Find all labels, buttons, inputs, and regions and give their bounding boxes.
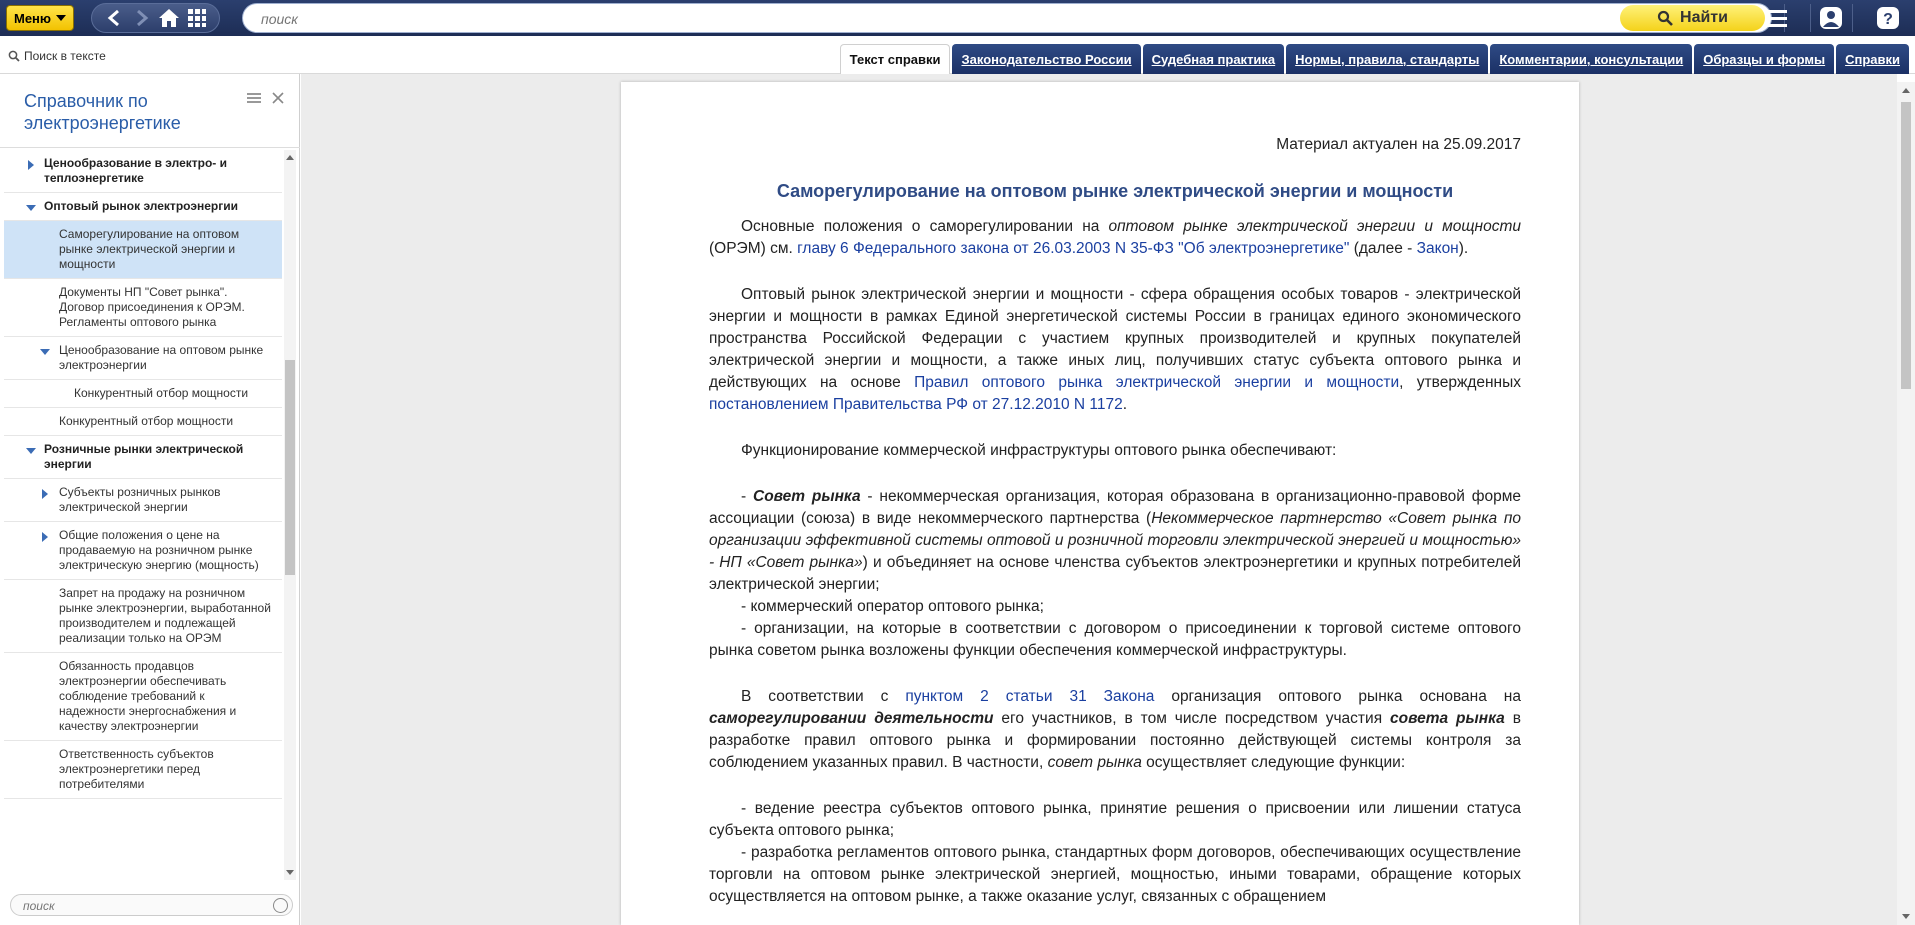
paragraph: - ведение реестра субъектов оптового рынка, принятие решения о присвоении или лишении статуса субъекта оптового рынка; <box>709 800 1521 839</box>
top-toolbar <box>0 0 1915 36</box>
collapse-arrow-icon[interactable] <box>26 205 36 211</box>
sidebar-item-label: Запрет на продажу на розничном рынке электроэнергии, выработанной производителем и подлежащей реализации только на ОРЭМ <box>59 586 271 645</box>
text-italic: оптовом рынке электрической энергии и мощности <box>1108 218 1521 235</box>
spacer <box>709 416 1521 440</box>
article-link[interactable]: пунктом 2 статьи 31 Закона <box>905 688 1155 705</box>
find-button-label: Найти <box>1680 9 1728 26</box>
text: ) и объединяет на основе членства субъектов электроэнергетики и крупных потребителей электрической энергии; <box>709 554 1522 593</box>
tab-samples-forms[interactable]: Образцы и формы <box>1694 44 1834 74</box>
sidebar-item-wholesale-market[interactable] <box>4 193 282 221</box>
document-content <box>709 134 1521 908</box>
collapse-arrow-icon[interactable] <box>40 349 50 355</box>
search-in-text-label: Поиск в тексте <box>24 49 106 63</box>
sidebar-item-self-regulation[interactable] <box>4 221 282 279</box>
sidebar-item-label: Саморегулирование на оптовом рынке электрической энергии и мощности <box>59 227 240 271</box>
text: - <box>741 488 753 505</box>
navigation-group <box>91 3 220 33</box>
law-link[interactable]: главу 6 Федерального закона от 26.03.2003 N 35-ФЗ "Об электроэнергетике" <box>797 240 1350 257</box>
document-page <box>621 82 1579 925</box>
help-icon[interactable] <box>1875 5 1901 31</box>
paragraph: - разработка регламентов оптового рынка, стандартных форм договоров, обеспечивающих осуществление торговли на оптовом рынке электрической энергией, мощностью, иными товарами, обращение которых осуществляется на оптовом рынке, а также оказание услуг, связанных с обращением <box>709 844 1521 905</box>
expand-arrow-icon[interactable] <box>42 532 48 542</box>
sidebar-item-label: Ценообразование в электро- и теплоэнергетике <box>44 156 228 185</box>
text: организация оптового рынка основана на <box>1154 688 1521 705</box>
paragraph <box>709 486 1521 596</box>
sidebar-item-market-council-docs[interactable] <box>4 279 282 337</box>
tab-judicial-practice[interactable]: Судебная практика <box>1143 44 1285 74</box>
menu-button[interactable] <box>6 5 74 31</box>
actual-date: Материал актуален на 25.09.2017 <box>1276 136 1521 153</box>
sidebar-item-label: Ценообразование на оптовом рынке электроэнергии <box>59 343 264 372</box>
text-italic: совет рынка <box>1047 754 1142 771</box>
expand-arrow-icon[interactable] <box>28 160 34 170</box>
hamburger-icon[interactable] <box>1763 5 1789 31</box>
document-title: Саморегулирование на оптовом рынке электрической энергии и мощности <box>776 181 1454 201</box>
text-bold-italic: саморегулировании деятельности <box>709 710 994 727</box>
sidebar-title: Справочник по электроэнергетике <box>24 91 181 133</box>
sidebar-scroll-thumb[interactable] <box>285 360 295 575</box>
search-icon <box>1657 10 1673 26</box>
sidebar-item-capacity-selection[interactable] <box>4 408 282 436</box>
sidebar-scrollbar[interactable] <box>284 150 296 880</box>
rules-link[interactable]: Правил оптового рынка электрической энергии и мощности <box>914 374 1400 391</box>
spacer <box>709 462 1521 486</box>
chevron-down-icon <box>56 15 66 21</box>
scroll-down-icon[interactable] <box>1902 914 1910 919</box>
sidebar-item-retail-price[interactable] <box>4 522 282 580</box>
search-icon <box>8 50 20 62</box>
clear-icon[interactable] <box>273 898 288 913</box>
sidebar-item-retail-sale-ban[interactable] <box>4 580 282 653</box>
toolbar-divider <box>1810 4 1811 32</box>
tab-norms-standards[interactable]: Нормы, правила, стандарты <box>1286 44 1488 74</box>
sidebar-item-capacity-selection-sub[interactable] <box>4 380 282 408</box>
paragraph: - коммерческий оператор оптового рынка; <box>741 598 1044 615</box>
document-scrollbar[interactable] <box>1897 82 1915 925</box>
secondary-toolbar <box>0 36 1915 74</box>
tab-commentary[interactable]: Комментарии, консультации <box>1490 44 1692 74</box>
scroll-down-icon[interactable] <box>286 870 294 875</box>
resolution-link[interactable]: постановлением Правительства РФ от 27.12.2010 N 1172 <box>709 396 1123 413</box>
paragraph <box>709 284 1521 416</box>
sidebar <box>0 74 300 925</box>
sidebar-item-pricing-electro-heat[interactable] <box>4 150 282 193</box>
tab-russian-legislation[interactable]: Законодательство России <box>952 44 1140 74</box>
collapse-arrow-icon[interactable] <box>26 448 36 454</box>
paragraph <box>709 686 1521 774</box>
sidebar-tree <box>4 150 282 880</box>
tab-reference-text[interactable]: Текст справки <box>840 44 951 74</box>
sidebar-search-input[interactable] <box>23 898 253 913</box>
text: Основные положения о саморегулировании на <box>741 218 1109 235</box>
text: его участников, в том числе посредством участия <box>993 710 1391 727</box>
sidebar-item-sellers-obligation[interactable] <box>4 653 282 741</box>
find-button[interactable] <box>1620 5 1765 31</box>
text-bold-italic: совета рынка <box>1390 710 1505 727</box>
sidebar-search-box <box>10 894 293 916</box>
text: (далее - <box>1349 240 1417 257</box>
close-icon[interactable] <box>270 90 286 106</box>
scroll-up-icon[interactable] <box>286 155 294 160</box>
sidebar-item-wholesale-pricing[interactable] <box>4 337 282 380</box>
list-icon[interactable] <box>246 90 262 106</box>
sidebar-item-retail-markets[interactable] <box>4 436 282 479</box>
sidebar-item-label: Общие положения о цене на продаваемую на розничном рынке электрическую энергию (мощность) <box>59 528 259 572</box>
grid-icon[interactable] <box>184 6 210 30</box>
spacer <box>709 260 1521 284</box>
main-search-input[interactable] <box>261 10 1621 28</box>
text: Оптовый рынок электрической энергии и мощности - сфера обращения особых товаров - электрической энергии и мощности в рамках Единой энергетической системы России в границах единого экономического пространства Российской Федерации с участием крупных производителей и крупных покупателей электрической энергии и мощности, а также иных лиц, получивших статус субъекта оптового рынка и действующих на основе <box>709 286 1521 391</box>
sidebar-item-label: Документы НП "Совет рынка". Договор присоединения к ОРЭМ. Регламенты оптового рынка <box>59 285 245 329</box>
text: (ОРЭМ) см. <box>709 240 798 257</box>
text: . <box>1122 396 1128 413</box>
expand-arrow-icon[interactable] <box>42 489 48 499</box>
paragraph: Функционирование коммерческой инфраструктуры оптового рынка обеспечивают: <box>741 442 1337 459</box>
text: ). <box>1458 240 1469 257</box>
text-bold-italic: Совет рынка <box>753 488 861 505</box>
text: осуществляет следующие функции: <box>1141 754 1406 771</box>
sidebar-item-label: Конкурентный отбор мощности <box>59 414 234 428</box>
text: в разработке правил оптового рынка и формировании постоянно действующей системы контроля за соблюдением указанных правил. В частности, <box>709 710 1521 771</box>
sidebar-item-label: Розничные рынки электрической энергии <box>44 442 244 471</box>
svg-text:?: ? <box>1883 11 1893 28</box>
paragraph <box>709 216 1521 260</box>
document-tabs <box>840 44 1909 74</box>
search-in-text-button[interactable] <box>8 49 106 63</box>
sidebar-item-responsibility[interactable] <box>4 741 282 799</box>
paragraph: - организации, на которые в соответствии с договором о присоединении к торговой системе оптового рынка советом рынка возложены функции обеспечения коммерческой инфраструктуры. <box>709 620 1521 659</box>
back-arrow-icon[interactable] <box>101 6 127 30</box>
home-icon[interactable] <box>156 6 182 30</box>
forward-arrow-icon[interactable] <box>129 6 155 30</box>
law-link-short[interactable]: Закон <box>1416 240 1459 257</box>
text: , утвержденных <box>1399 374 1522 391</box>
tab-references[interactable]: Справки <box>1836 44 1909 74</box>
scroll-up-icon[interactable] <box>1902 88 1910 93</box>
menu-button-label: Меню <box>13 10 51 26</box>
sidebar-item-label: Конкурентный отбор мощности <box>74 386 249 400</box>
spacer <box>709 662 1521 686</box>
text-italic: Некоммерческое партнерство «Совет рынка по организации эффективной системы оптовой и розничной торговли электрической энергией и мощностью» - НП «Совет рынка» <box>709 510 1521 571</box>
sidebar-item-label: Оптовый рынок электроэнергии <box>44 199 238 213</box>
sidebar-item-retail-subjects[interactable] <box>4 479 282 522</box>
text: - некоммерческая организация, которая образована в организационно-правовой форме ассоциации (союза) в виде некоммерческого партнерства ( <box>709 488 1522 527</box>
toolbar-divider <box>1852 4 1853 32</box>
sidebar-header <box>0 74 300 148</box>
sidebar-item-label: Обязанность продавцов электроэнергии обеспечивать соблюдение требований к надежности энергоснабжения и качеству электроэнергии <box>59 659 237 733</box>
document-scroll-thumb[interactable] <box>1901 102 1911 389</box>
spacer <box>709 774 1521 798</box>
sidebar-item-label: Ответственность субъектов электроэнергетики перед потребителями <box>59 747 214 791</box>
sidebar-item-label: Субъекты розничных рынков электрической энергии <box>59 485 221 514</box>
user-icon[interactable] <box>1818 5 1844 31</box>
main-search-box <box>242 3 1772 33</box>
text: В соответствии с <box>741 688 906 705</box>
